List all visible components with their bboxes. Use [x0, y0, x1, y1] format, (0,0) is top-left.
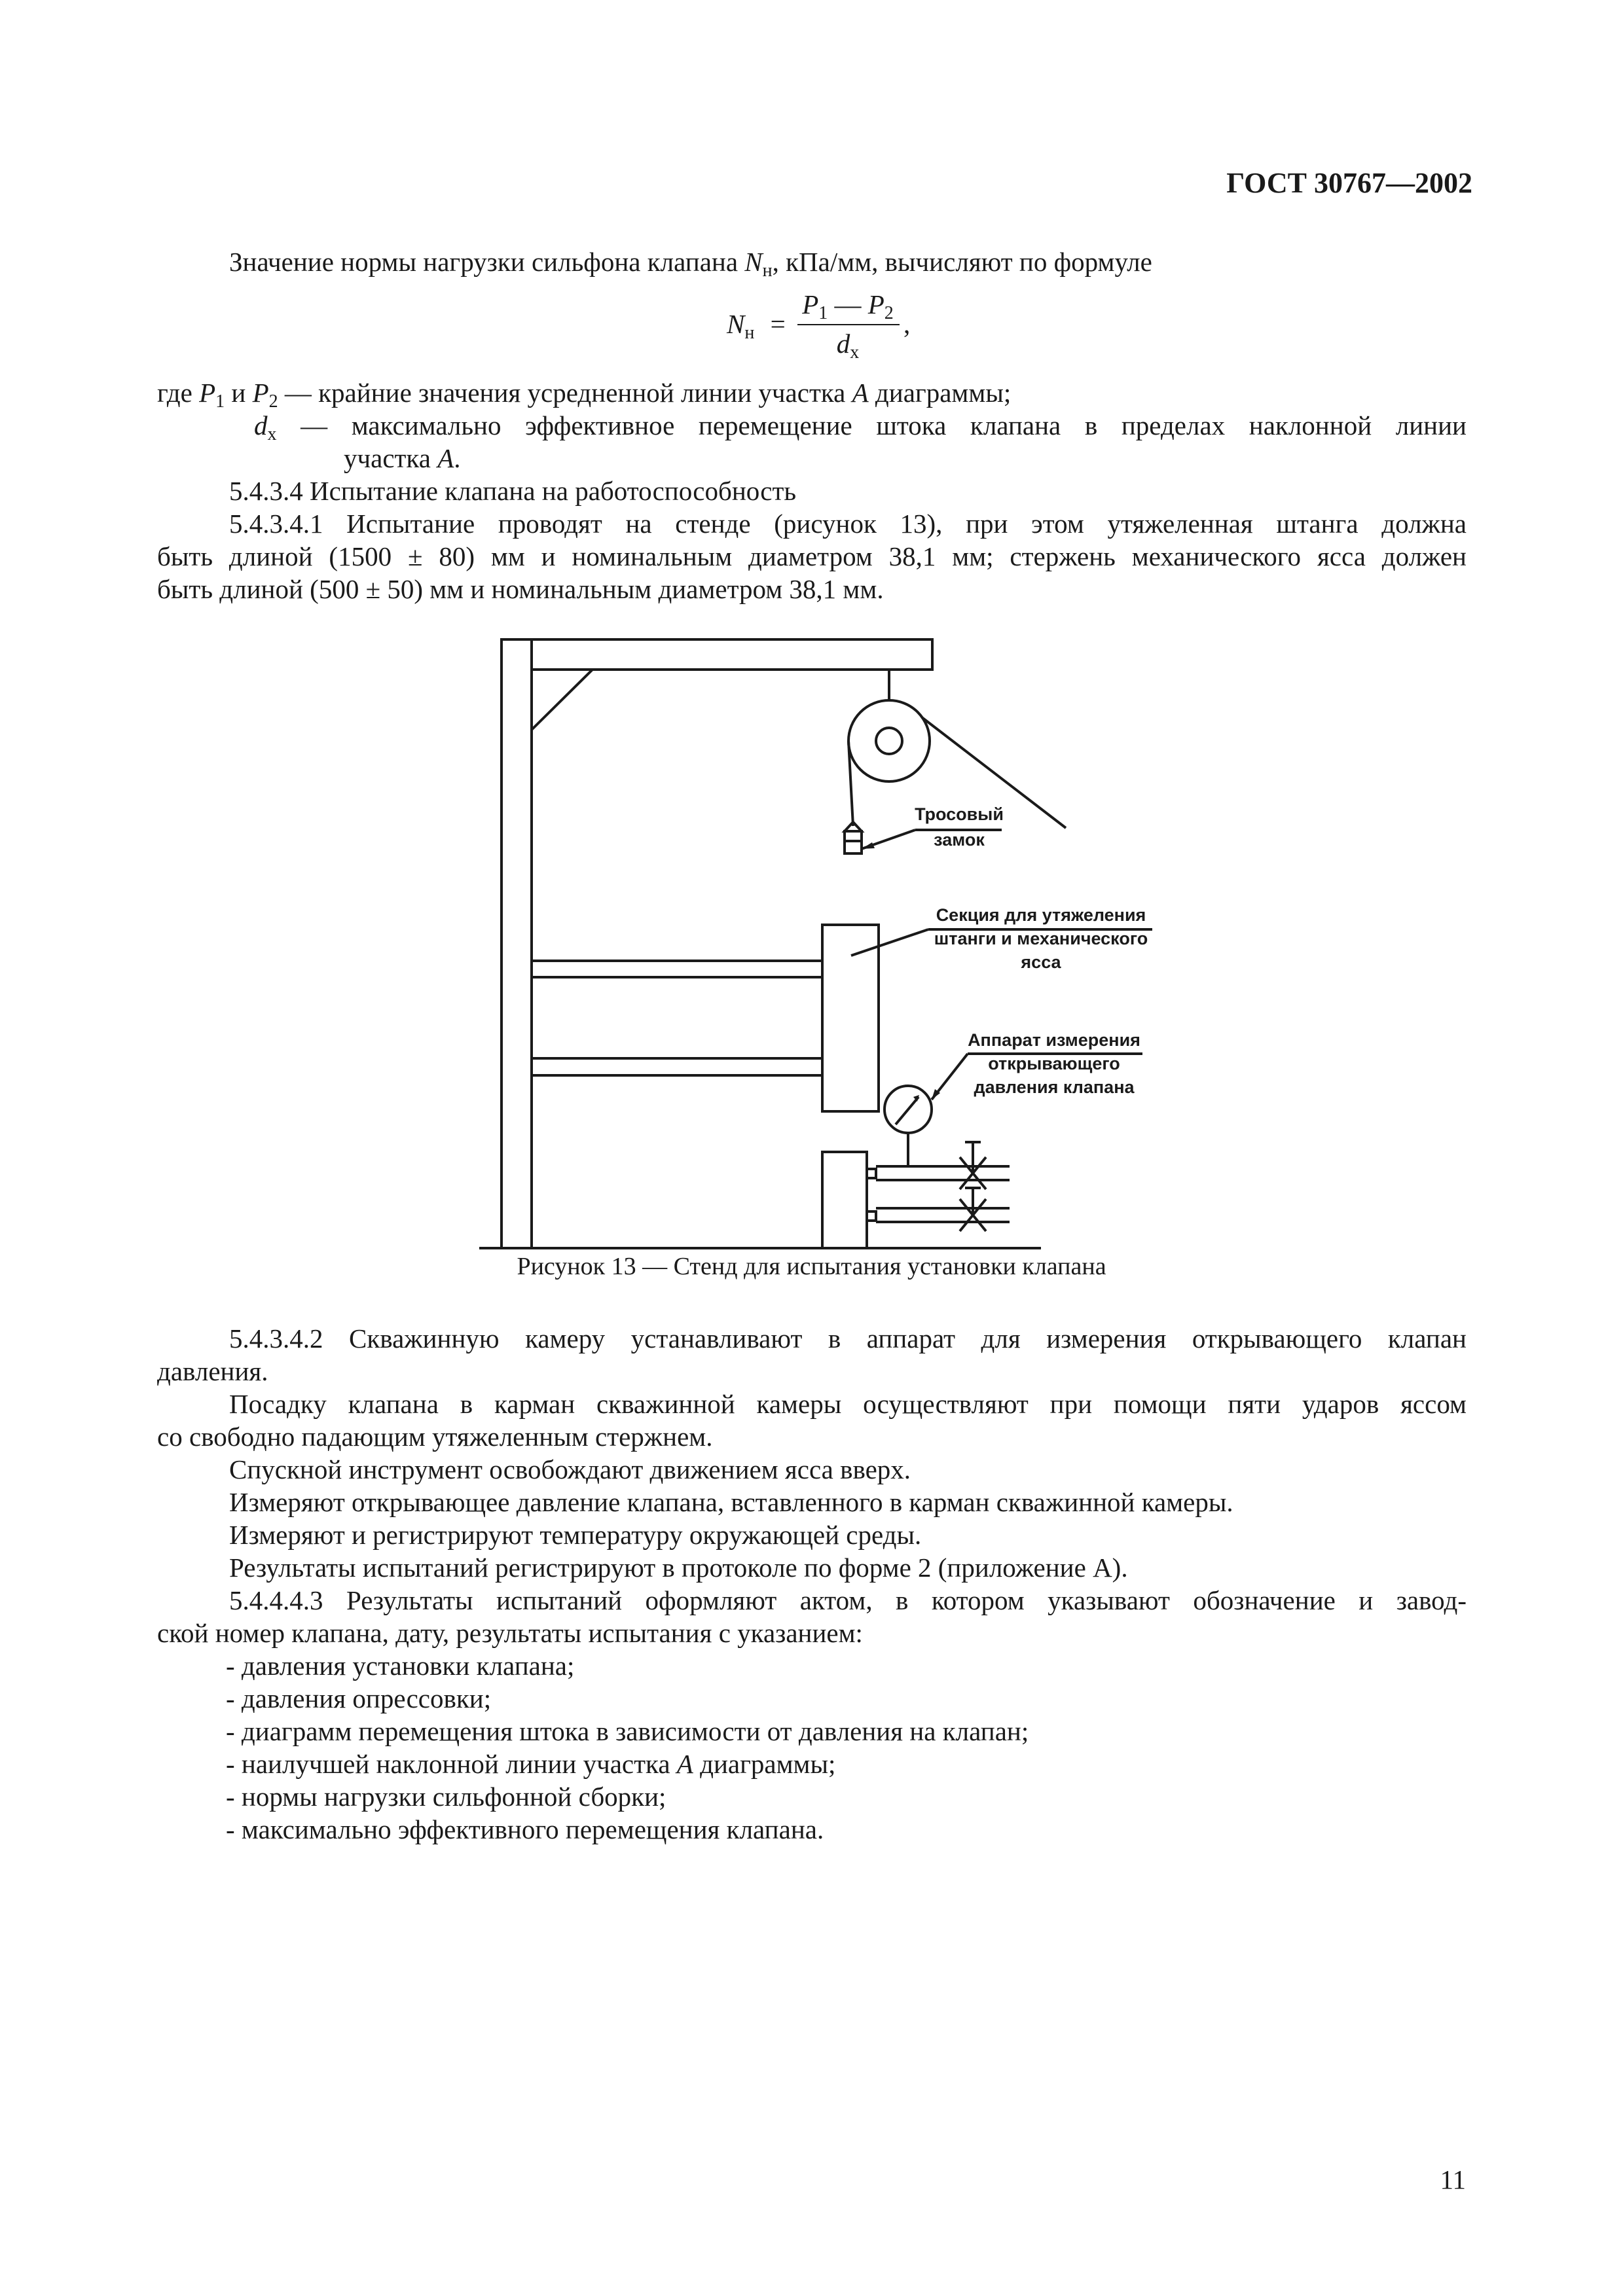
formula-trail: , — [903, 309, 911, 339]
formula-numerator: $P_1$ — $P_2$ — [802, 289, 894, 323]
formula-denominator: $d_x$ — [836, 329, 860, 363]
label-lock-1: Тросовый — [915, 804, 1004, 824]
stand-column — [501, 639, 532, 1248]
document-header: ГОСТ 30767—2002 — [1226, 167, 1472, 199]
page-number: 11 — [1440, 2164, 1466, 2195]
label-section-1: Секция для утяжеления — [936, 905, 1146, 925]
section-5434-heading: 5.4.3.4 Испытание клапана на работоспособность — [229, 476, 797, 506]
list-item: - наилучшей наклонной линии участка A диаграммы; — [226, 1749, 836, 1779]
stand-brace — [532, 670, 593, 730]
list-item: - давления установки клапана; — [226, 1651, 575, 1681]
leader-lock-arrow — [862, 842, 875, 849]
port-lower — [867, 1211, 876, 1221]
section-54443-line-1: 5.4.4.4.3 Результаты испытаний оформляют актом, в котором указывают обозначение и завод- — [229, 1585, 1467, 1615]
paragraph-1-line-2: со свободно падающим утяжеленным стержнем. — [157, 1422, 713, 1452]
label-lock-2: замок — [934, 830, 985, 850]
paragraph-5: Результаты испытаний регистрируют в протоколе по форме 2 (приложение А). — [229, 1552, 1128, 1583]
pulley-hub — [876, 728, 902, 754]
list-item: - давления опрессовки; — [226, 1683, 492, 1713]
stand-top-beam — [532, 639, 932, 670]
well-chamber-box — [822, 1152, 867, 1248]
gauge-needle — [896, 1097, 919, 1124]
section-54341-line-3: быть длиной (500 ± 50) мм и номинальным диаметром 38,1 мм. — [157, 574, 884, 604]
section-54342-line-1: 5.4.3.4.2 Скважинную камеру устанавливают в аппарат для измерения открывающего клапан — [229, 1323, 1467, 1354]
label-gauge-1: Аппарат измерения — [968, 1030, 1140, 1050]
label-gauge-2: открывающего — [988, 1054, 1120, 1073]
paragraph-2: Спускной инструмент освобождают движением ясса вверх. — [229, 1454, 911, 1484]
label-section-2: штанги и механического — [934, 929, 1148, 948]
section-54443-line-2: ской номер клапана, дату, результаты испытания с указанием: — [157, 1618, 863, 1648]
list-item: - нормы нагрузки сильфонной сборки; — [226, 1782, 666, 1812]
paragraph-1-line-1: Посадку клапана в карман скважинной камеры осуществляют при помощи пяти ударов яссом — [229, 1389, 1467, 1419]
formula-lhs: $N_н$ = — [727, 309, 786, 343]
section-54342-line-2: давления. — [157, 1356, 268, 1386]
section-54341-line-2: быть длиной (1500 ± 80) мм и номинальным диаметром 38,1 мм; стержень механического ясса должен — [157, 541, 1467, 571]
list-item: - максимально эффективного перемещения клапана. — [226, 1814, 824, 1844]
label-section-3: ясса — [1021, 952, 1061, 972]
where-line-1: где $P_1$ и $P_2$ — крайние значения усредненной линии участка A диаграммы; — [157, 378, 1012, 412]
label-gauge-3: давления клапана — [974, 1077, 1135, 1097]
list-item: - диаграмм перемещения штока в зависимости от давления на клапан; — [226, 1716, 1029, 1746]
formula-intro: Значение нормы нагрузки сильфона клапана $N_н$, кПа/мм, вычисляют по формуле — [229, 247, 1152, 281]
paragraph-3: Измеряют открывающее давление клапана, вставленного в карман скважинной камеры. — [229, 1487, 1233, 1517]
leader-section — [851, 929, 928, 956]
cable-lock-top — [845, 822, 862, 831]
pulley-wheel — [848, 700, 930, 781]
section-54341-line-1: 5.4.3.4.1 Испытание проводят на стенде (рисунок 13), при этом утяжеленная штанга должна — [229, 509, 1467, 539]
weighting-section — [822, 925, 879, 1111]
figure-caption: Рисунок 13 — Стенд для испытания установки клапана — [517, 1253, 1106, 1280]
paragraph-4: Измеряют и регистрируют температуру окружающей среды. — [229, 1520, 922, 1550]
port-upper — [867, 1169, 876, 1178]
where-line-2: $d_x$ — максимально эффективное перемещение штока клапана в пределах наклонной линии — [254, 410, 1467, 444]
where-line-3: участка A. — [344, 443, 461, 473]
